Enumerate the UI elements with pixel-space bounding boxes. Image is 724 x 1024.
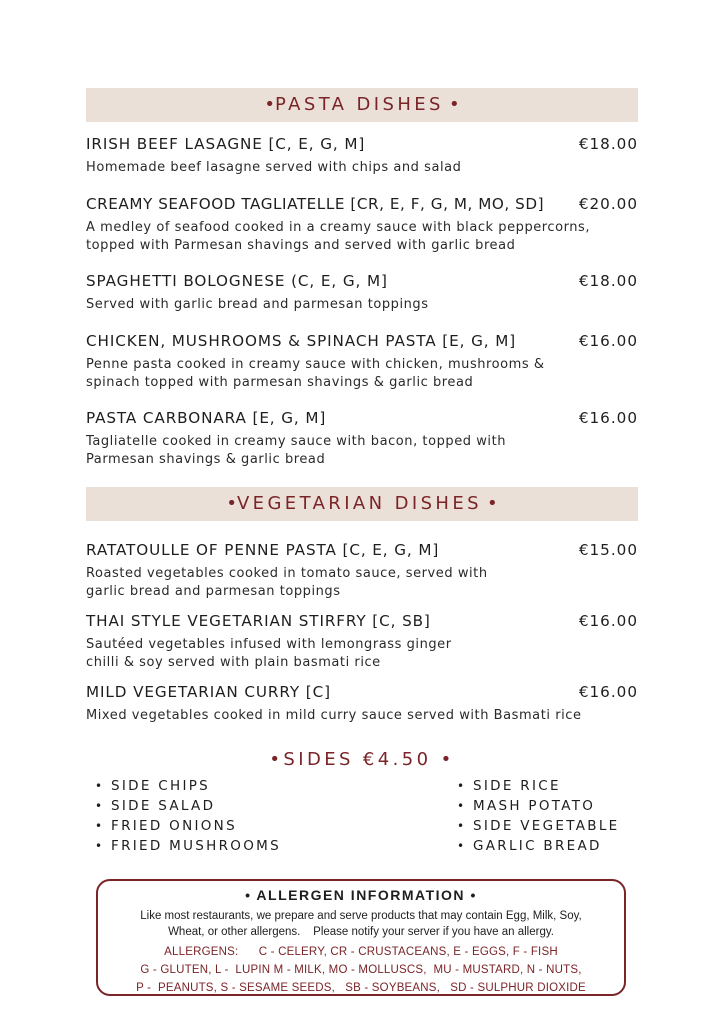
- allergen-title: ALLERGEN INFORMATION: [256, 887, 466, 903]
- menu-item: [86, 541, 638, 601]
- item-name: THAI STYLE VEGETARIAN STIRFRY [C, SB]: [86, 612, 431, 630]
- item-description: Served with garlic bread and parmesan toppings: [86, 297, 429, 312]
- bullet-icon: •: [448, 94, 460, 115]
- sides-section-title: SIDES €4.50: [283, 749, 432, 770]
- allergen-list-line: P - PEANUTS, S - SESAME SEEDS, SB - SOYBEANS, SD - SULPHUR DIOXIDE: [136, 982, 586, 994]
- item-name: CREAMY SEAFOOD TAGLIATELLE [CR, E, F, G, M, MO, SD]: [86, 195, 545, 213]
- menu-item: [86, 195, 638, 255]
- list-item: [95, 796, 281, 816]
- side-label: SIDE RICE: [473, 778, 561, 794]
- menu-item: [86, 612, 638, 672]
- sides-list-right: [457, 776, 619, 856]
- bullet-icon: •: [470, 887, 477, 903]
- bullet-icon: •: [457, 839, 467, 853]
- menu-item: [86, 272, 638, 314]
- allergen-list: [98, 943, 624, 997]
- menu-item: [86, 409, 638, 469]
- allergen-notice-line: Like most restaurants, we prepare and serve products that may contain Egg, Milk, Soy,: [140, 910, 582, 922]
- menu-item: [86, 683, 638, 725]
- item-price: €20.00: [578, 195, 638, 213]
- sides-section-header: [0, 748, 724, 772]
- allergen-heading: [98, 885, 624, 905]
- list-item: [457, 816, 619, 836]
- bullet-icon: •: [487, 493, 498, 514]
- bullet-icon: •: [440, 749, 455, 770]
- allergen-notice: [98, 908, 624, 940]
- item-price: €15.00: [578, 541, 638, 559]
- item-description: Mixed vegetables cooked in mild curry sauce served with Basmati rice: [86, 708, 582, 723]
- item-description: Penne pasta cooked in creamy sauce with chicken, mushrooms & spinach topped with parmesan shavings & garlic bread: [86, 357, 545, 390]
- menu-item: [86, 135, 638, 177]
- side-label: FRIED MUSHROOMS: [111, 838, 281, 854]
- item-name: CHICKEN, MUSHROOMS & SPINACH PASTA [E, G, M]: [86, 332, 517, 350]
- allergen-list-line: G - GLUTEN, L - LUPIN M - MILK, MO - MOLLUSCS, MU - MUSTARD, N - NUTS,: [140, 964, 582, 976]
- allergen-list-line: ALLERGENS: C - CELERY, CR - CRUSTACEANS, E - EGGS, F - FISH: [164, 946, 558, 958]
- vegetarian-section-header: [86, 487, 638, 521]
- bullet-icon: •: [95, 819, 105, 833]
- item-description: Roasted vegetables cooked in tomato sauce, served with garlic bread and parmesan toppings: [86, 566, 488, 599]
- bullet-icon: •: [95, 839, 105, 853]
- list-item: [457, 836, 619, 856]
- bullet-icon: •: [457, 819, 467, 833]
- item-description: A medley of seafood cooked in a creamy sauce with black peppercorns, topped with Parmesan shavings and served with garlic bread: [86, 220, 591, 253]
- bullet-icon: •: [457, 799, 467, 813]
- item-description: Homemade beef lasagne served with chips and salad: [86, 160, 462, 175]
- side-label: SIDE SALAD: [111, 798, 216, 814]
- sides-list-left: [95, 776, 281, 856]
- item-price: €16.00: [578, 612, 638, 630]
- side-label: GARLIC BREAD: [473, 838, 602, 854]
- item-price: €18.00: [578, 272, 638, 290]
- item-price: €16.00: [578, 332, 638, 350]
- pasta-section-header: [86, 88, 638, 122]
- side-label: SIDE CHIPS: [111, 778, 211, 794]
- item-description: Sautéed vegetables infused with lemongrass ginger chilli & soy served with plain basmati rice: [86, 637, 452, 670]
- bullet-icon: •: [226, 493, 237, 514]
- list-item: [95, 776, 281, 796]
- item-name: IRISH BEEF LASAGNE [C, E, G, M]: [86, 135, 366, 153]
- list-item: [95, 816, 281, 836]
- item-price: €16.00: [578, 683, 638, 701]
- bullet-icon: •: [95, 799, 105, 813]
- item-name: MILD VEGETARIAN CURRY [C]: [86, 683, 331, 701]
- pasta-section-title: PASTA DISHES: [275, 94, 444, 115]
- allergen-info-box: [96, 879, 626, 996]
- bullet-icon: •: [245, 887, 252, 903]
- list-item: [457, 776, 619, 796]
- bullet-icon: •: [269, 749, 284, 770]
- side-label: SIDE VEGETABLE: [473, 818, 620, 834]
- item-description: Tagliatelle cooked in creamy sauce with bacon, topped with Parmesan shavings & garlic bread: [86, 434, 507, 467]
- bullet-icon: •: [457, 779, 467, 793]
- item-name: PASTA CARBONARA [E, G, M]: [86, 409, 327, 427]
- item-name: RATATOULLE OF PENNE PASTA [C, E, G, M]: [86, 541, 440, 559]
- item-price: €18.00: [578, 135, 638, 153]
- list-item: [95, 836, 281, 856]
- item-price: €16.00: [578, 409, 638, 427]
- bullet-icon: •: [95, 779, 105, 793]
- menu-item: [86, 332, 638, 392]
- side-label: FRIED ONIONS: [111, 818, 237, 834]
- list-item: [457, 796, 619, 816]
- vegetarian-section-title: VEGETARIAN DISHES: [236, 493, 482, 514]
- side-label: MASH POTATO: [473, 798, 596, 814]
- item-name: SPAGHETTI BOLOGNESE (C, E, G, M]: [86, 272, 388, 290]
- bullet-icon: •: [264, 94, 276, 115]
- allergen-notice-line: Wheat, or other allergens. Please notify your server if you have an allergy.: [168, 926, 554, 938]
